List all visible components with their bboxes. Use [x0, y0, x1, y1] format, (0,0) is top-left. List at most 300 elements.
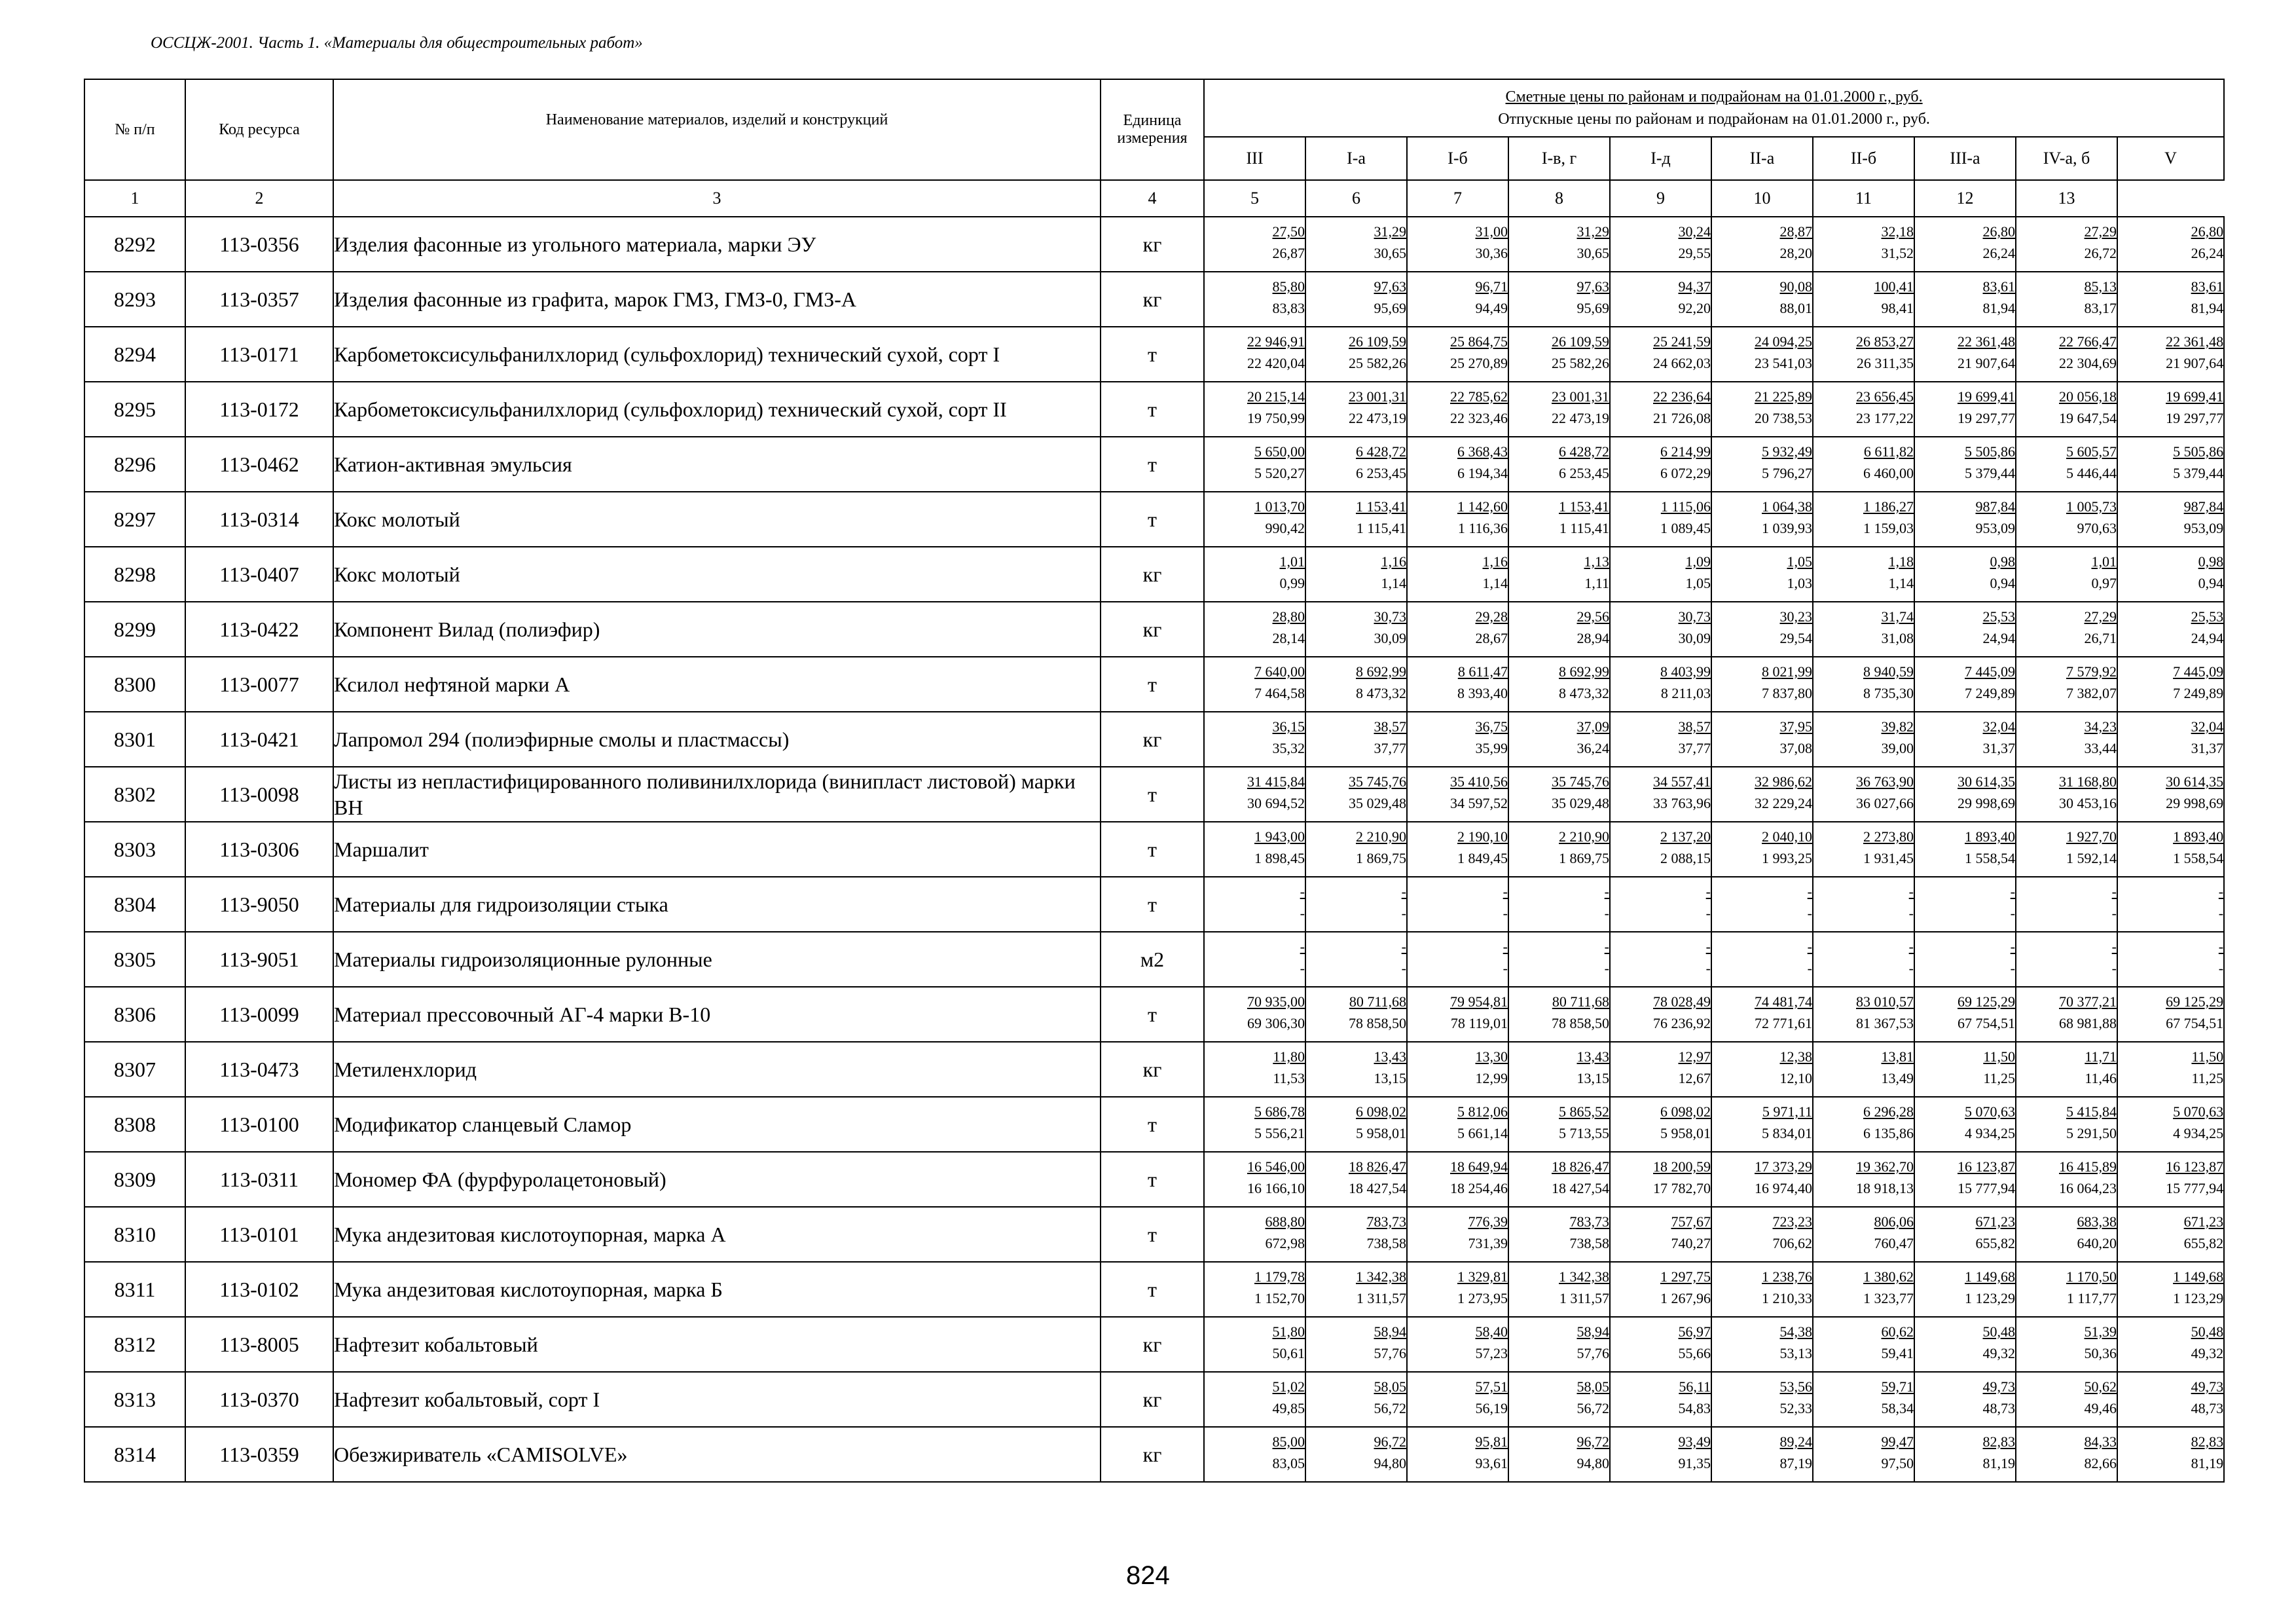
estimate-price: 31 168,80 [2059, 773, 2117, 790]
estimate-price: 35 745,76 [1552, 773, 1609, 790]
release-price: 655,82 [1975, 1235, 2015, 1251]
price-cell [2117, 712, 2224, 767]
column-number: 9 [1610, 180, 1711, 217]
estimate-price: 11,50 [1983, 1048, 2015, 1065]
estimate-price: 22 766,47 [2059, 333, 2117, 350]
price-cell [1508, 822, 1610, 877]
price-cell [1407, 547, 1508, 602]
unit-of-measure: т [1101, 1097, 1204, 1152]
material-name: Лапромол 294 (полиэфирные смолы и пластмассы) [333, 712, 1101, 767]
unit-of-measure: кг [1101, 1042, 1204, 1097]
price-cell [1305, 987, 1407, 1042]
resource-code: 113-0171 [185, 327, 333, 382]
release-price: 1 931,45 [1863, 850, 1914, 866]
price-cell [2016, 1427, 2117, 1482]
price-cell [1407, 822, 1508, 877]
price-cell [1508, 712, 1610, 767]
column-number: 12 [1914, 180, 2016, 217]
estimate-price: 7 640,00 [1254, 663, 1305, 680]
table-row [84, 382, 2224, 437]
price-cell [1204, 767, 1305, 822]
estimate-price: 1,01 [2091, 553, 2117, 570]
estimate-price: 30 614,35 [1958, 773, 2015, 790]
release-price: 5 446,44 [2066, 465, 2117, 481]
price-cell [2117, 602, 2224, 657]
estimate-price: 85,80 [1272, 278, 1305, 295]
price-cell [2117, 1427, 2224, 1482]
table-row [84, 1427, 2224, 1482]
estimate-price: 16 415,89 [2059, 1158, 2117, 1175]
release-price: 58,34 [1881, 1400, 1914, 1416]
price-cell [1204, 1097, 1305, 1152]
estimate-price: 30,73 [1374, 608, 1406, 625]
header-region: IV-а, б [2016, 137, 2117, 180]
price-cell [1914, 492, 2016, 547]
price-cell [2117, 877, 2224, 932]
price-cell [1407, 1097, 1508, 1152]
estimate-price: 23 001,31 [1349, 388, 1406, 405]
release-price: 31,37 [2191, 740, 2224, 756]
release-price: 81,19 [2191, 1455, 2224, 1471]
price-cell [1508, 932, 1610, 987]
release-price: 7 249,89 [2173, 685, 2224, 701]
price-cell [1711, 987, 1813, 1042]
release-price: 1 592,14 [2066, 850, 2117, 866]
estimate-price: 27,29 [2084, 608, 2117, 625]
price-cell [1914, 1262, 2016, 1317]
price-cell [1610, 932, 1711, 987]
release-price: 6 072,29 [1660, 465, 1711, 481]
release-price: 88,01 [1779, 300, 1812, 316]
release-price: 1 115,41 [1356, 520, 1406, 536]
release-price: 5 291,50 [2066, 1125, 2117, 1141]
price-cell [1305, 272, 1407, 327]
price-cell [1610, 1372, 1711, 1427]
price-cell [1914, 1427, 2016, 1482]
material-name: Компонент Вилад (полиэфир) [333, 602, 1101, 657]
price-cell [1711, 877, 1813, 932]
estimate-price: 37,09 [1576, 718, 1609, 735]
estimate-price: 58,94 [1576, 1323, 1609, 1340]
price-cell [1610, 272, 1711, 327]
estimate-price: 22 236,64 [1653, 388, 1711, 405]
estimate-price: 27,50 [1272, 223, 1305, 240]
resource-code: 113-0077 [185, 657, 333, 712]
price-cell [2016, 1317, 2117, 1372]
row-number: 8293 [84, 272, 185, 327]
release-price: 87,19 [1779, 1455, 1812, 1471]
estimate-price: 29,28 [1475, 608, 1508, 625]
estimate-price: 32,04 [2191, 718, 2224, 735]
estimate-price: 35 745,76 [1349, 773, 1406, 790]
resource-code: 113-0306 [185, 822, 333, 877]
estimate-price: 53,56 [1779, 1378, 1812, 1395]
estimate-price: 683,38 [2077, 1213, 2117, 1230]
row-number: 8297 [84, 492, 185, 547]
release-price: 16 166,10 [1247, 1180, 1305, 1196]
price-cell [2016, 1042, 2117, 1097]
price-cell [1407, 1207, 1508, 1262]
price-cell [1711, 437, 1813, 492]
price-cell [1204, 1152, 1305, 1207]
estimate-price: 69 125,29 [1958, 993, 2015, 1010]
table-row [84, 492, 2224, 547]
header-name: Наименование материалов, изделий и конструкций [333, 79, 1101, 180]
unit-of-measure: кг [1101, 1372, 1204, 1427]
price-cell [1711, 657, 1813, 712]
estimate-price: 60,62 [1881, 1323, 1914, 1340]
estimate-price: 1 005,73 [2066, 498, 2117, 515]
price-cell [1813, 382, 1914, 437]
estimate-price: 96,71 [1475, 278, 1508, 295]
price-cell [1711, 492, 1813, 547]
price-cell [1305, 1372, 1407, 1427]
price-cell [2016, 987, 2117, 1042]
estimate-price: 13,81 [1881, 1048, 1914, 1065]
release-price: 33,44 [2084, 740, 2117, 756]
price-cell [1711, 1427, 1813, 1482]
price-cell [2117, 327, 2224, 382]
material-name: Листы из непластифицированного поливинилхлорида (винипласт листовой) марки ВН [333, 767, 1101, 822]
price-cell [1305, 217, 1407, 272]
estimate-price: 19 699,41 [2166, 388, 2224, 405]
table-row [84, 1152, 2224, 1207]
release-price: 69 306,30 [1247, 1015, 1305, 1031]
estimate-price: 79 954,81 [1450, 993, 1508, 1010]
price-cell [1610, 712, 1711, 767]
estimate-price: 6 428,72 [1356, 443, 1406, 460]
release-price: 11,46 [2085, 1070, 2117, 1086]
row-number: 8294 [84, 327, 185, 382]
column-number: 3 [333, 180, 1101, 217]
price-cell [1914, 932, 2016, 987]
resource-code: 113-0357 [185, 272, 333, 327]
estimate-price: 8 611,47 [1457, 663, 1508, 680]
price-cell [2016, 1372, 2117, 1427]
price-cell [1407, 217, 1508, 272]
price-cell [1204, 437, 1305, 492]
price-cell [1204, 987, 1305, 1042]
resource-code: 113-0314 [185, 492, 333, 547]
resource-code: 113-9050 [185, 877, 333, 932]
price-cell [1407, 327, 1508, 382]
row-number: 8313 [84, 1372, 185, 1427]
release-price: 6 460,00 [1863, 465, 1914, 481]
estimate-price: 25,53 [2191, 608, 2224, 625]
price-cell [1305, 657, 1407, 712]
release-price: 6 253,45 [1356, 465, 1406, 481]
resource-code: 113-0102 [185, 1262, 333, 1317]
estimate-price: 0,98 [1990, 553, 2015, 570]
estimate-price: 987,84 [2183, 498, 2224, 515]
estimate-price: 1,16 [1482, 553, 1508, 570]
release-price: 1 115,41 [1559, 520, 1609, 536]
release-price: 26,71 [2084, 630, 2117, 646]
estimate-price: 1,09 [1685, 553, 1711, 570]
resource-code: 113-0370 [185, 1372, 333, 1427]
table-row [84, 932, 2224, 987]
estimate-price: 26,80 [1982, 223, 2015, 240]
release-price: 8 735,30 [1863, 685, 1914, 701]
release-price: 37,77 [1374, 740, 1406, 756]
release-price: 26,24 [2191, 245, 2224, 261]
column-number: 7 [1407, 180, 1508, 217]
price-cell [1813, 217, 1914, 272]
price-cell [1305, 327, 1407, 382]
release-price: 29,54 [1779, 630, 1812, 646]
release-price: 78 858,50 [1552, 1015, 1609, 1031]
release-price: 5 379,44 [2173, 465, 2224, 481]
release-price: 1,03 [1787, 575, 1812, 591]
estimate-price: 13,43 [1374, 1048, 1406, 1065]
release-price: 37,77 [1678, 740, 1711, 756]
release-price: 55,66 [1678, 1345, 1711, 1361]
estimate-price: 82,83 [1982, 1433, 2015, 1450]
release-price: 1,14 [1888, 575, 1914, 591]
price-cell [1407, 602, 1508, 657]
price-cell [1813, 1372, 1914, 1427]
estimate-price: 987,84 [1975, 498, 2015, 515]
price-cell [2016, 1097, 2117, 1152]
price-cell [1508, 1042, 1610, 1097]
price-cell [1508, 1097, 1610, 1152]
estimate-price: - [2218, 938, 2224, 955]
estimate-price: 1 943,00 [1254, 828, 1305, 845]
table-row [84, 1207, 2224, 1262]
release-price: 49,32 [1982, 1345, 2015, 1361]
release-price: 19 297,77 [1958, 410, 2015, 426]
estimate-price: 5 686,78 [1254, 1103, 1305, 1120]
release-price: 32 229,24 [1755, 795, 1812, 811]
price-cell [1305, 602, 1407, 657]
estimate-price: 31,74 [1881, 608, 1914, 625]
estimate-price: 26 109,59 [1552, 333, 1609, 350]
price-cell [1204, 1427, 1305, 1482]
price-cell [2016, 492, 2117, 547]
estimate-price: 7 445,09 [1965, 663, 2015, 680]
price-cell [1508, 547, 1610, 602]
estimate-price: 11,80 [1273, 1048, 1305, 1065]
estimate-price: 1 927,70 [2066, 828, 2117, 845]
estimate-price: 31 415,84 [1247, 773, 1305, 790]
price-cell [1813, 492, 1914, 547]
release-price: 5 796,27 [1762, 465, 1812, 481]
price-cell [1711, 382, 1813, 437]
price-cell [1508, 492, 1610, 547]
release-price: 1 159,03 [1863, 520, 1914, 536]
price-cell [2117, 217, 2224, 272]
release-price: 67 754,51 [2166, 1015, 2224, 1031]
material-name: Изделия фасонные из угольного материала, марки ЭУ [333, 217, 1101, 272]
estimate-price: 7 579,92 [2066, 663, 2117, 680]
estimate-price: 0,98 [2198, 553, 2224, 570]
release-price: 83,83 [1272, 300, 1305, 316]
release-price: 12,67 [1678, 1070, 1711, 1086]
release-price: 8 473,32 [1356, 685, 1406, 701]
material-name: Метиленхлорид [333, 1042, 1101, 1097]
release-price: 22 304,69 [2059, 355, 2117, 371]
release-price: 11,53 [1273, 1070, 1305, 1086]
material-name: Карбометоксисульфанилхлорид (сульфохлорид) технический сухой, сорт II [333, 382, 1101, 437]
price-cell [1711, 1152, 1813, 1207]
release-price: 76 236,92 [1653, 1015, 1711, 1031]
estimate-price: 1 142,60 [1457, 498, 1508, 515]
price-cell [1508, 382, 1610, 437]
price-cell [1813, 1427, 1914, 1482]
unit-of-measure: т [1101, 767, 1204, 822]
release-price: 990,42 [1265, 520, 1305, 536]
release-price: 78 119,01 [1450, 1015, 1508, 1031]
estimate-price: 78 028,49 [1653, 993, 1711, 1010]
price-cell [2016, 712, 2117, 767]
price-cell [1610, 1042, 1711, 1097]
estimate-price: 671,23 [2183, 1213, 2224, 1230]
estimate-price: 8 403,99 [1660, 663, 1711, 680]
unit-of-measure: кг [1101, 602, 1204, 657]
estimate-price: 1,13 [1584, 553, 1609, 570]
release-price: 20 738,53 [1755, 410, 1812, 426]
price-cell [2016, 1207, 2117, 1262]
estimate-price: 95,81 [1475, 1433, 1508, 1450]
table-row [84, 602, 2224, 657]
price-cell [1508, 987, 1610, 1042]
release-price: 738,58 [1569, 1235, 1609, 1251]
price-cell [1914, 382, 2016, 437]
release-price: 35 029,48 [1552, 795, 1609, 811]
release-price: 28,94 [1576, 630, 1609, 646]
release-price: 28,14 [1272, 630, 1305, 646]
price-cell [2117, 657, 2224, 712]
release-price: 81,19 [1982, 1455, 2015, 1471]
price-cell [2117, 932, 2224, 987]
price-cell [1813, 932, 1914, 987]
price-cell [1610, 822, 1711, 877]
estimate-price: 2 210,90 [1559, 828, 1609, 845]
price-cell [2016, 767, 2117, 822]
resource-code: 113-0100 [185, 1097, 333, 1152]
release-price: 6 135,86 [1863, 1125, 1914, 1141]
estimate-price: 83 010,57 [1856, 993, 1914, 1010]
price-cell [1813, 1152, 1914, 1207]
estimate-price: 5 971,11 [1762, 1103, 1812, 1120]
row-number: 8295 [84, 382, 185, 437]
release-price: 4 934,25 [1965, 1125, 2015, 1141]
table-row [84, 877, 2224, 932]
release-price: 83,05 [1272, 1455, 1305, 1471]
price-cell [1508, 1372, 1610, 1427]
estimate-price: - [2010, 938, 2015, 955]
release-price: 68 981,88 [2059, 1015, 2117, 1031]
estimate-price: 26 853,27 [1856, 333, 1914, 350]
release-price: 24 662,03 [1653, 355, 1711, 371]
row-number: 8312 [84, 1317, 185, 1372]
release-price: 1,14 [1482, 575, 1508, 591]
price-cell [1813, 437, 1914, 492]
release-price: - [2111, 905, 2117, 921]
column-number: 13 [2016, 180, 2117, 217]
price-cell [2016, 602, 2117, 657]
estimate-price: 28,80 [1272, 608, 1305, 625]
header-prices-release: Отпускные цены по районам и подрайонам на 01.01.2000 г., руб. [1498, 111, 1930, 128]
release-price: 1,14 [1381, 575, 1406, 591]
unit-of-measure: т [1101, 437, 1204, 492]
price-cell [1813, 327, 1914, 382]
release-price: 94,49 [1475, 300, 1508, 316]
release-price: - [2218, 960, 2224, 976]
price-cell [1711, 217, 1813, 272]
release-price: - [1401, 905, 1406, 921]
price-cell [1610, 327, 1711, 382]
table-row [84, 217, 2224, 272]
estimate-price: 5 415,84 [2066, 1103, 2117, 1120]
release-price: 1 123,29 [2173, 1290, 2224, 1306]
price-cell [1204, 1372, 1305, 1427]
header-code: Код ресурса [185, 79, 333, 180]
estimate-price: 6 296,28 [1863, 1103, 1914, 1120]
estimate-price: - [1604, 938, 1609, 955]
resource-code: 113-0311 [185, 1152, 333, 1207]
release-price: 92,20 [1678, 300, 1711, 316]
release-price: 30,65 [1576, 245, 1609, 261]
price-cell [1305, 492, 1407, 547]
estimate-price: 80 711,68 [1349, 993, 1406, 1010]
release-price: 6 194,34 [1457, 465, 1508, 481]
release-price: 0,97 [2091, 575, 2117, 591]
resource-code: 113-0422 [185, 602, 333, 657]
price-cell [1305, 1152, 1407, 1207]
price-cell [1508, 767, 1610, 822]
estimate-price: 6 428,72 [1559, 443, 1609, 460]
estimate-price: 6 098,02 [1660, 1103, 1711, 1120]
estimate-price: 18 200,59 [1653, 1158, 1711, 1175]
material-name: Модификатор сланцевый Сламор [333, 1097, 1101, 1152]
row-number: 8299 [84, 602, 185, 657]
price-cell [2016, 217, 2117, 272]
material-name: Материал прессовочный АГ-4 марки В-10 [333, 987, 1101, 1042]
price-cell [1914, 1097, 2016, 1152]
estimate-price: - [2218, 883, 2224, 900]
release-price: - [1503, 960, 1508, 976]
price-cell [1508, 1317, 1610, 1372]
price-cell [1711, 822, 1813, 877]
estimate-price: 32 986,62 [1755, 773, 1812, 790]
price-cell [1508, 1262, 1610, 1317]
price-cell [2016, 437, 2117, 492]
price-cell [1610, 1152, 1711, 1207]
estimate-price: 36,15 [1272, 718, 1305, 735]
table-row [84, 822, 2224, 877]
table-row [84, 1262, 2224, 1317]
release-price: 34 597,52 [1450, 795, 1508, 811]
resource-code: 113-8005 [185, 1317, 333, 1372]
release-price: 57,76 [1374, 1345, 1406, 1361]
estimate-price: 21 225,89 [1755, 388, 1812, 405]
release-price: 1 273,95 [1457, 1290, 1508, 1306]
estimate-price: 80 711,68 [1552, 993, 1609, 1010]
estimate-price: 16 123,87 [1958, 1158, 2015, 1175]
resource-code: 113-0359 [185, 1427, 333, 1482]
release-price: 30 694,52 [1247, 795, 1305, 811]
price-cell [1711, 1207, 1813, 1262]
unit-of-measure: т [1101, 987, 1204, 1042]
header-region: III [1204, 137, 1305, 180]
release-price: 1 869,75 [1559, 850, 1609, 866]
estimate-price: - [1705, 883, 1711, 900]
estimate-price: 97,63 [1374, 278, 1406, 295]
estimate-price: 5 070,63 [1965, 1103, 2015, 1120]
estimate-price: 5 812,06 [1457, 1103, 1508, 1120]
release-price: 54,83 [1678, 1400, 1711, 1416]
